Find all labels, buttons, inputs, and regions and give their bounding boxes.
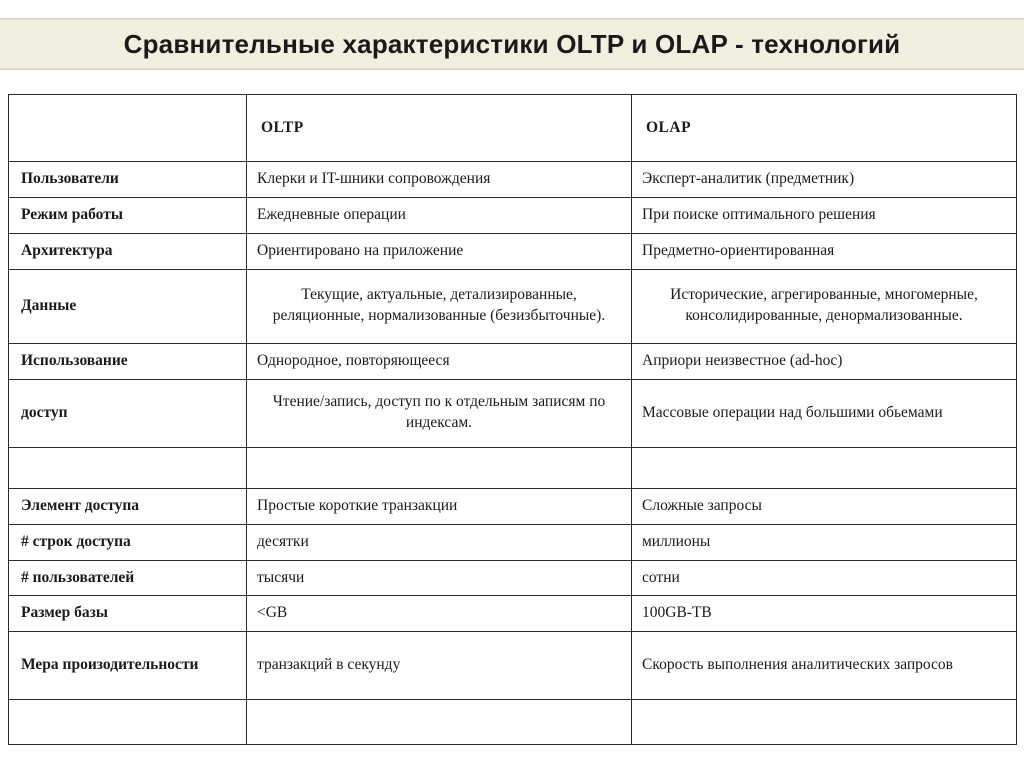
header-cell-olap: OLAP <box>632 95 1017 162</box>
comparison-table-container <box>8 94 1016 745</box>
row-value-olap: Эксперт-аналитик (предметник) <box>632 162 1017 198</box>
table-row <box>9 488 1017 524</box>
comparison-table <box>8 94 1017 745</box>
spacer-cell <box>632 447 1017 488</box>
table-header-row <box>9 95 1017 162</box>
table-row <box>9 162 1017 198</box>
row-label: Элемент доступа <box>9 488 247 524</box>
bottom-pad-cell <box>247 700 632 745</box>
table-row <box>9 524 1017 560</box>
table-bottom-padding-row <box>9 700 1017 745</box>
table-row <box>9 269 1017 343</box>
header-cell-oltp: OLTP <box>247 95 632 162</box>
row-value-olap: Предметно-ориентированная <box>632 233 1017 269</box>
row-label: # пользователей <box>9 560 247 596</box>
spacer-cell <box>247 447 632 488</box>
slide-title-bar <box>0 18 1024 70</box>
bottom-pad-cell <box>9 700 247 745</box>
header-cell-empty <box>9 95 247 162</box>
row-value-oltp: транзакций в секунду <box>247 632 632 700</box>
row-value-olap: сотни <box>632 560 1017 596</box>
row-label: # строк доступа <box>9 524 247 560</box>
row-value-oltp: Ежедневные операции <box>247 197 632 233</box>
table-row <box>9 596 1017 632</box>
table-row <box>9 233 1017 269</box>
table-row <box>9 197 1017 233</box>
row-value-olap: Априори неизвестное (ad-hoc) <box>632 343 1017 379</box>
row-value-oltp: <GB <box>247 596 632 632</box>
row-value-oltp: Текущие, актуальные, детализированные, реляционные, нормализованные (безизбыточные). <box>247 269 632 343</box>
table-row <box>9 343 1017 379</box>
page-title: Сравнительные характеристики OLTP и OLAP - технологий <box>123 28 901 59</box>
row-value-olap: Исторические, агрегированные, многомерные, консолидированные, денормализованные. <box>632 269 1017 343</box>
table-row <box>9 560 1017 596</box>
table-row <box>9 632 1017 700</box>
row-value-olap: Сложные запросы <box>632 488 1017 524</box>
row-label: Размер базы <box>9 596 247 632</box>
row-label: Пользователи <box>9 162 247 198</box>
row-label: Данные <box>9 269 247 343</box>
row-label: Архитектура <box>9 233 247 269</box>
row-label: Режим работы <box>9 197 247 233</box>
table-spacer-row <box>9 447 1017 488</box>
row-value-oltp: Однородное, повторяющееся <box>247 343 632 379</box>
row-value-oltp: Чтение/запись, доступ по к отдельным записям по индексам. <box>247 379 632 447</box>
row-value-olap: Массовые операции над большими обьемами <box>632 379 1017 447</box>
row-value-olap: При поиске оптимального решения <box>632 197 1017 233</box>
spacer-cell <box>9 447 247 488</box>
row-value-olap: миллионы <box>632 524 1017 560</box>
row-value-oltp: Клерки и IT-шники сопровождения <box>247 162 632 198</box>
row-label: Мера произодительности <box>9 632 247 700</box>
table-row <box>9 379 1017 447</box>
row-value-oltp: тысячи <box>247 560 632 596</box>
row-label: доступ <box>9 379 247 447</box>
bottom-pad-cell <box>632 700 1017 745</box>
row-value-olap: Скорость выполнения аналитических запросов <box>632 632 1017 700</box>
row-label: Использование <box>9 343 247 379</box>
row-value-olap: 100GB-TB <box>632 596 1017 632</box>
row-value-oltp: Простые короткие транзакции <box>247 488 632 524</box>
row-value-oltp: Ориентировано на приложение <box>247 233 632 269</box>
row-value-oltp: десятки <box>247 524 632 560</box>
